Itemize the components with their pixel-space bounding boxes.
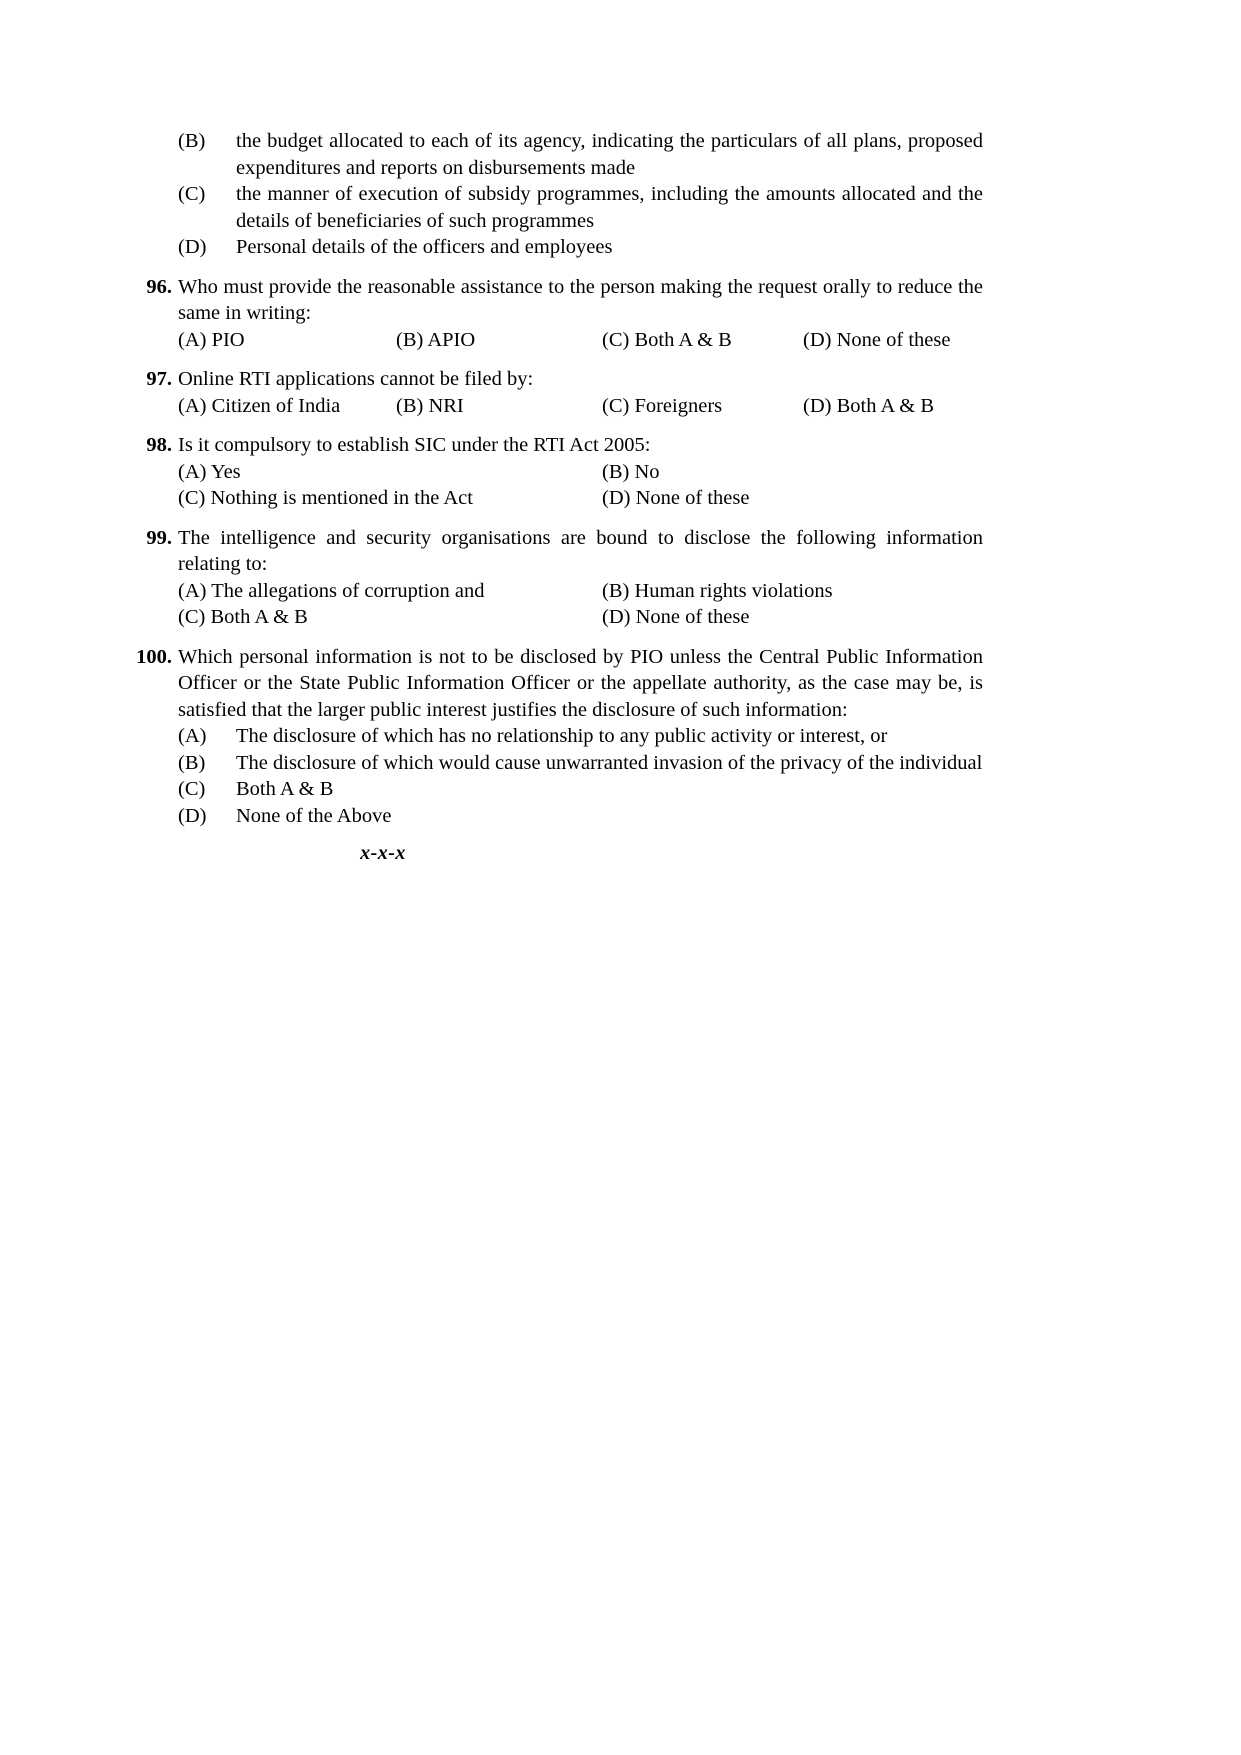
question-97 — [146, 366, 983, 419]
question-99-option-a[interactable]: (A) The allegations of corruption and — [178, 579, 485, 602]
question-96-text: Who must provide the reasonable assistance to the person making the request orally to reduce the same in writing: — [178, 275, 983, 324]
question-100-number: 100. — [136, 645, 172, 668]
end-of-paper-mark: x-x-x — [360, 842, 406, 864]
option-letter-c: (C) — [178, 183, 206, 205]
question-96-option-c[interactable]: (C) Both A & B — [602, 328, 732, 351]
question-97-number: 97. — [146, 368, 172, 390]
option-text-b: the budget allocated to each of its agency, indicating the particulars of all plans, proposed expenditures and reports on disbursements made — [236, 130, 983, 179]
option-text-d: None of the Above — [236, 804, 392, 827]
option-row — [178, 393, 983, 420]
question-96-option-b[interactable]: (B) APIO — [396, 328, 476, 351]
question-96-options — [178, 327, 983, 354]
option-text-c: Both A & B — [236, 778, 334, 800]
question-100-text: Which personal information is not to be disclosed by PIO unless the Central Public Information Officer or the State Public Information Officer or the appellate authority, as the case may be, is satisfied that the larger public interest justifies the disclosure of such information: — [178, 645, 983, 721]
question-97-option-d[interactable]: (D) Both A & B — [803, 394, 934, 417]
question-99-option-c[interactable]: (C) Both A & B — [178, 606, 308, 628]
question-98 — [146, 432, 983, 512]
option-text-b: The disclosure of which would cause unwarranted invasion of the privacy of the individual — [236, 751, 983, 774]
question-97-options — [178, 393, 983, 420]
option-letter-b: (B) — [178, 751, 206, 774]
continued-option-c — [178, 181, 983, 234]
question-100-options — [178, 723, 983, 829]
question-98-option-a[interactable]: (A) Yes — [178, 460, 241, 483]
question-100-option-c[interactable] — [178, 776, 983, 803]
option-row — [178, 604, 983, 631]
question-100 — [136, 644, 983, 830]
question-98-option-d[interactable]: (D) None of these — [602, 487, 750, 509]
page-content — [136, 128, 983, 865]
question-100-option-a[interactable] — [178, 723, 983, 750]
question-99-text: The intelligence and security organisations are bound to disclose the following information relating to: — [178, 526, 983, 575]
option-row — [178, 485, 983, 512]
option-text-a: The disclosure of which has no relationship to any public activity or interest, or — [236, 725, 888, 747]
question-97-text: Online RTI applications cannot be filed by: — [178, 368, 534, 390]
option-letter-d: (D) — [178, 804, 207, 827]
question-99-number: 99. — [146, 526, 172, 549]
question-98-option-b[interactable]: (B) No — [602, 460, 660, 483]
continued-option-d — [178, 234, 983, 261]
option-letter-d: (D) — [178, 236, 207, 258]
question-99 — [146, 525, 983, 631]
continued-options-block — [178, 128, 983, 261]
question-96 — [146, 274, 983, 354]
question-98-text: Is it compulsory to establish SIC under the RTI Act 2005: — [178, 434, 651, 456]
question-96-option-d[interactable]: (D) None of these — [803, 328, 951, 351]
option-letter-c: (C) — [178, 778, 206, 800]
question-96-number: 96. — [146, 275, 172, 298]
question-98-number: 98. — [146, 434, 172, 456]
question-99-option-b[interactable]: (B) Human rights violations — [602, 579, 833, 602]
option-letter-a: (A) — [178, 725, 207, 747]
question-100-option-b[interactable] — [178, 750, 983, 777]
question-99-options — [178, 578, 983, 631]
question-99-option-d[interactable]: (D) None of these — [602, 606, 750, 628]
question-97-option-c[interactable]: (C) Foreigners — [602, 394, 723, 417]
question-96-option-a[interactable]: (A) PIO — [178, 328, 245, 351]
option-letter-b: (B) — [178, 130, 206, 152]
question-97-option-b[interactable]: (B) NRI — [396, 394, 464, 417]
question-98-options — [178, 459, 983, 512]
question-100-option-d[interactable] — [178, 803, 983, 830]
question-97-option-a[interactable]: (A) Citizen of India — [178, 394, 341, 417]
continued-option-b — [178, 128, 983, 181]
option-row — [178, 327, 983, 354]
option-text-d: Personal details of the officers and employees — [236, 236, 613, 258]
question-98-option-c[interactable]: (C) Nothing is mentioned in the Act — [178, 487, 473, 509]
option-row — [178, 459, 983, 486]
option-row — [178, 578, 983, 605]
option-text-c: the manner of execution of subsidy programmes, including the amounts allocated and the details of beneficiaries of such programmes — [236, 183, 983, 232]
